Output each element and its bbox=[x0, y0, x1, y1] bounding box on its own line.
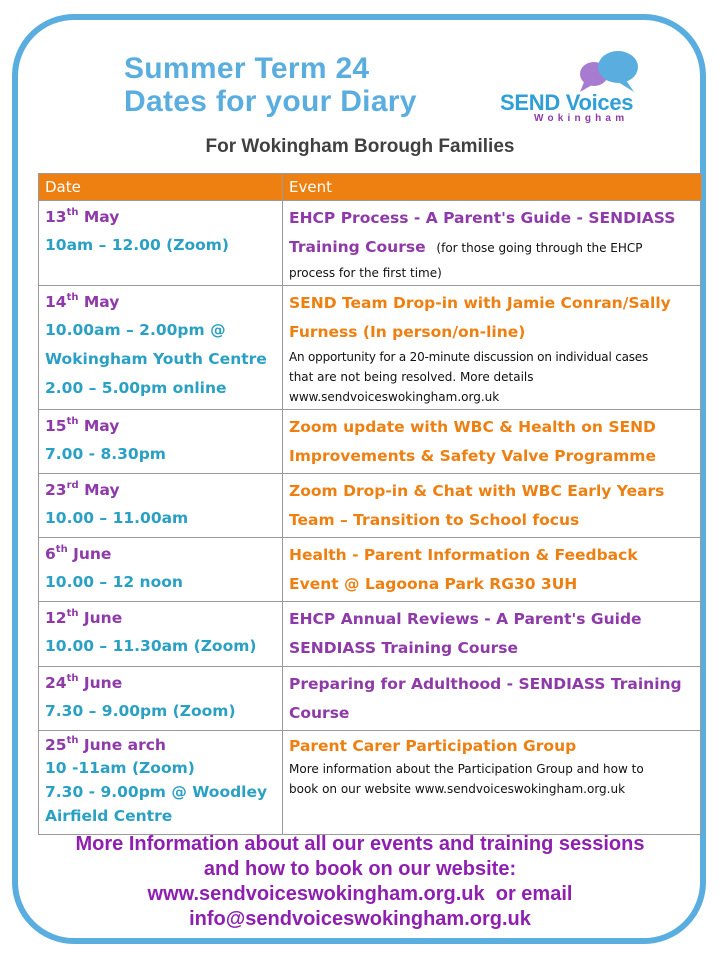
event-time: Wokingham Youth Centre bbox=[45, 350, 267, 368]
footer-info bbox=[30, 832, 690, 932]
event-date: 25th June arch bbox=[45, 734, 166, 754]
column-header-event: Event bbox=[283, 174, 702, 201]
event-cell bbox=[283, 731, 702, 835]
event-date: 23rd May bbox=[45, 479, 120, 499]
date-cell bbox=[39, 201, 283, 286]
event-cell bbox=[283, 286, 702, 410]
event-time: 10am – 12.00 (Zoom) bbox=[45, 236, 230, 254]
column-header-date: Date bbox=[39, 174, 283, 201]
table-row bbox=[39, 667, 702, 731]
date-cell bbox=[39, 602, 283, 667]
date-cell bbox=[39, 731, 283, 835]
date-cell bbox=[39, 474, 283, 538]
event-note: that are not being resolved. More details bbox=[289, 370, 534, 384]
event-title: Furness (In person/on-line) bbox=[289, 323, 526, 341]
title-line-2: Dates for your Diary bbox=[124, 85, 417, 118]
date-cell bbox=[39, 667, 283, 731]
event-cell bbox=[283, 410, 702, 474]
event-title: Parent Carer Participation Group bbox=[289, 737, 577, 755]
footer-line-1: More Information about all our events and training sessions bbox=[75, 833, 645, 855]
send-voices-logo bbox=[498, 50, 658, 130]
footer-line-2: and how to book on our website: bbox=[203, 858, 517, 880]
event-title: Preparing for Adulthood - SENDIASS Training bbox=[289, 675, 682, 693]
event-note: More information about the Participation Group and how to bbox=[289, 762, 644, 776]
event-time: 10.00am – 2.00pm @ bbox=[45, 321, 226, 339]
event-title: EHCP Annual Reviews - A Parent's Guide bbox=[289, 610, 642, 628]
table-row bbox=[39, 602, 702, 667]
event-date: 15th May bbox=[45, 415, 120, 435]
events-table bbox=[38, 173, 702, 835]
event-time: 7.30 - 9.00pm @ Woodley bbox=[45, 783, 268, 801]
event-time: 2.00 – 5.00pm online bbox=[45, 379, 227, 397]
event-note: An opportunity for a 20-minute discussion on individual cases bbox=[289, 350, 649, 364]
event-time: 10.00 – 11.30am (Zoom) bbox=[45, 637, 257, 655]
event-time: Airfield Centre bbox=[45, 807, 173, 825]
event-title: Course bbox=[289, 704, 350, 722]
event-time: 10.00 – 11.00am bbox=[45, 509, 189, 527]
event-cell bbox=[283, 474, 702, 538]
event-title: Event @ Lagoona Park RG30 3UH bbox=[289, 575, 578, 593]
event-cell bbox=[283, 667, 702, 731]
title-line-1: Summer Term 24 bbox=[124, 52, 370, 85]
date-cell bbox=[39, 538, 283, 602]
event-date: 12th June bbox=[45, 607, 123, 627]
event-title: EHCP Process - A Parent's Guide - SENDIASS bbox=[289, 209, 676, 227]
logo-name: SEND Voices bbox=[500, 90, 634, 115]
event-time: 7.30 – 9.00pm (Zoom) bbox=[45, 702, 236, 720]
table-row bbox=[39, 474, 702, 538]
event-title: Zoom Drop-in & Chat with WBC Early Years bbox=[289, 482, 665, 500]
event-title: SEND Team Drop-in with Jamie Conran/Sally bbox=[289, 294, 671, 312]
table-header-row bbox=[39, 174, 702, 201]
event-note: book on our website www.sendvoiceswokingham.org.uk bbox=[289, 782, 626, 796]
footer-email: info@sendvoiceswokingham.org.uk bbox=[189, 908, 531, 930]
table-row bbox=[39, 410, 702, 474]
event-date: 14th May bbox=[45, 291, 120, 311]
event-title: SENDIASS Training Course bbox=[289, 639, 518, 657]
date-cell bbox=[39, 410, 283, 474]
event-date: 6th June bbox=[45, 543, 112, 563]
page-title bbox=[124, 52, 504, 118]
event-time: 7.00 - 8.30pm bbox=[45, 445, 166, 463]
event-cell bbox=[283, 602, 702, 667]
event-title: Zoom update with WBC & Health on SEND bbox=[289, 418, 656, 436]
table-row bbox=[39, 538, 702, 602]
event-time: 10.00 – 12 noon bbox=[45, 573, 183, 591]
table-row bbox=[39, 286, 702, 410]
event-note: process for the first time) bbox=[289, 266, 442, 280]
table-row bbox=[39, 731, 702, 835]
table-row bbox=[39, 201, 702, 286]
event-date: 24th June bbox=[45, 672, 123, 692]
date-cell bbox=[39, 286, 283, 410]
page-subtitle: For Wokingham Borough Families bbox=[205, 136, 515, 157]
event-title: Training Course (for those going through the EHCP bbox=[289, 238, 643, 256]
event-date: 13th May bbox=[45, 206, 120, 226]
event-title: Improvements & Safety Valve Programme bbox=[289, 447, 656, 465]
event-note: (for those going through the EHCP bbox=[436, 241, 643, 255]
event-cell bbox=[283, 538, 702, 602]
event-time: 10 -11am (Zoom) bbox=[45, 759, 195, 777]
footer-website: www.sendvoiceswokingham.org.uk or email bbox=[147, 883, 573, 905]
event-note: www.sendvoiceswokingham.org.uk bbox=[289, 390, 500, 404]
logo-place: Wokingham bbox=[534, 113, 629, 124]
event-cell bbox=[283, 201, 702, 286]
speech-bubbles-icon bbox=[578, 50, 640, 94]
event-title: Team – Transition to School focus bbox=[289, 511, 580, 529]
event-title: Health - Parent Information & Feedback bbox=[289, 546, 638, 564]
